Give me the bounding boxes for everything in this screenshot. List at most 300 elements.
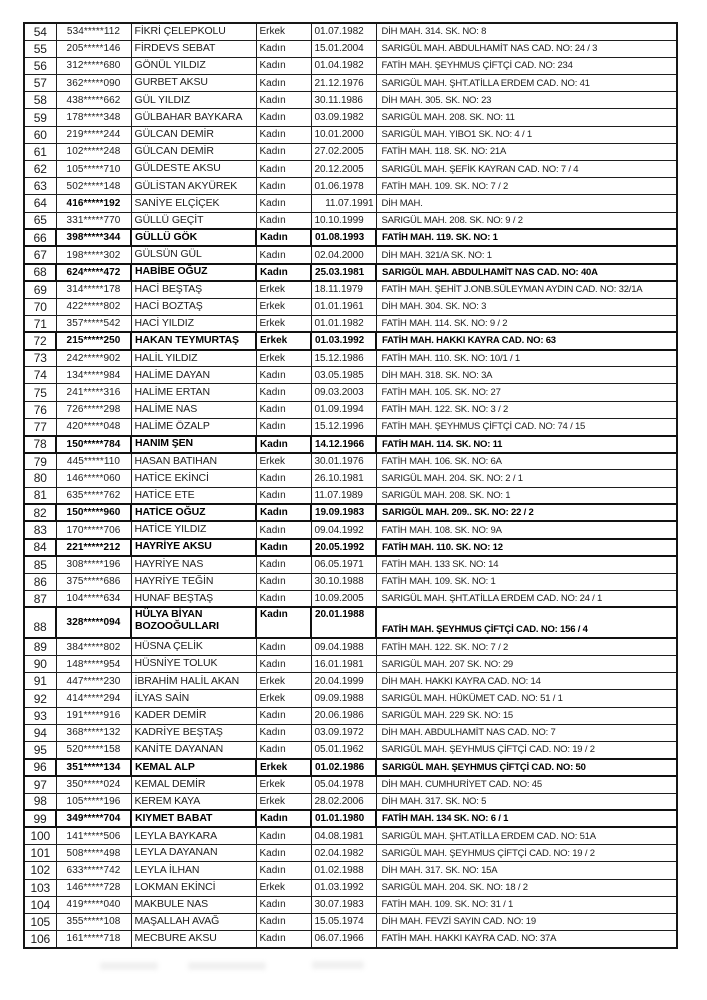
table-row bbox=[24, 57, 677, 74]
table-row bbox=[24, 40, 677, 57]
masked-id: 447*****230 bbox=[56, 673, 131, 690]
gender: Erkek bbox=[256, 690, 311, 707]
masked-id: 502*****148 bbox=[56, 178, 131, 195]
table-row bbox=[24, 879, 677, 896]
row-number: 69 bbox=[24, 281, 56, 298]
person-name: İBRAHİM HALİL AKAN bbox=[131, 673, 256, 690]
row-number: 74 bbox=[24, 367, 56, 384]
birth-date: 20.01.1988 bbox=[311, 607, 376, 638]
row-number: 75 bbox=[24, 384, 56, 401]
row-number: 60 bbox=[24, 126, 56, 143]
row-number: 89 bbox=[24, 638, 56, 655]
gender: Kadın bbox=[256, 57, 311, 74]
table-row bbox=[24, 246, 677, 263]
address: SARIGÜL MAH. 209.. SK. NO: 22 / 2 bbox=[376, 504, 677, 521]
table-row bbox=[24, 827, 677, 844]
masked-id: 146*****728 bbox=[56, 879, 131, 896]
address: SARIGÜL MAH. 204. SK. NO: 2 / 1 bbox=[376, 470, 677, 487]
row-number: 55 bbox=[24, 40, 56, 57]
birth-date: 30.01.1976 bbox=[311, 453, 376, 470]
masked-id: 312*****680 bbox=[56, 57, 131, 74]
gender: Erkek bbox=[256, 453, 311, 470]
masked-id: 357*****542 bbox=[56, 315, 131, 332]
table-row bbox=[24, 23, 677, 40]
gender: Kadın bbox=[256, 862, 311, 879]
gender: Kadın bbox=[256, 638, 311, 655]
person-name: HALİL YILDIZ bbox=[131, 350, 256, 367]
masked-id: 520*****158 bbox=[56, 742, 131, 759]
person-name: HALİME DAYAN bbox=[131, 367, 256, 384]
row-number: 80 bbox=[24, 470, 56, 487]
address: SARIGÜL MAH. HÜKÜMET CAD. NO: 51 / 1 bbox=[376, 690, 677, 707]
person-name: HABİBE OĞUZ bbox=[131, 264, 256, 281]
birth-date: 01.09.1994 bbox=[311, 401, 376, 418]
masked-id: 215*****250 bbox=[56, 332, 131, 349]
birth-date: 06.07.1966 bbox=[311, 931, 376, 948]
person-name: GÜLDESTE AKSU bbox=[131, 161, 256, 178]
gender: Kadın bbox=[256, 656, 311, 673]
birth-date: 30.11.1986 bbox=[311, 92, 376, 109]
row-number: 105 bbox=[24, 913, 56, 930]
gender: Erkek bbox=[256, 281, 311, 298]
row-number: 102 bbox=[24, 862, 56, 879]
address: DİH MAH. 317. SK. NO: 5 bbox=[376, 793, 677, 810]
scan-artifact bbox=[100, 962, 158, 970]
address: FATİH MAH. ŞEHİT J.ONB.SÜLEYMAN AYDIN CAD. NO: 32/1A bbox=[376, 281, 677, 298]
person-name: HÜSNİYE TOLUK bbox=[131, 656, 256, 673]
table-row bbox=[24, 759, 677, 776]
birth-date: 09.04.1992 bbox=[311, 521, 376, 538]
masked-id: 351*****134 bbox=[56, 759, 131, 776]
person-name: KEREM KAYA bbox=[131, 793, 256, 810]
masked-id: 150*****784 bbox=[56, 436, 131, 453]
table-row bbox=[24, 573, 677, 590]
birth-date: 06.05.1971 bbox=[311, 556, 376, 573]
gender: Kadın bbox=[256, 195, 311, 212]
person-name: FİKRİ ÇELEPKOLU bbox=[131, 23, 256, 40]
row-number: 84 bbox=[24, 539, 56, 556]
gender: Kadın bbox=[256, 504, 311, 521]
person-name: HALİME ÖZALP bbox=[131, 418, 256, 435]
gender: Kadın bbox=[256, 264, 311, 281]
address: DİH MAH. 321/A SK. NO: 1 bbox=[376, 246, 677, 263]
person-name: GURBET AKSU bbox=[131, 75, 256, 92]
row-number: 68 bbox=[24, 264, 56, 281]
gender: Erkek bbox=[256, 350, 311, 367]
birth-date: 01.02.1988 bbox=[311, 862, 376, 879]
birth-date: 10.09.2005 bbox=[311, 590, 376, 607]
birth-date: 14.12.1966 bbox=[311, 436, 376, 453]
person-name: LEYLA BAYKARA bbox=[131, 827, 256, 844]
masked-id: 178*****348 bbox=[56, 109, 131, 126]
masked-id: 148*****954 bbox=[56, 656, 131, 673]
gender: Kadın bbox=[256, 40, 311, 57]
address: SARIGÜL MAH. ŞHT.ATİLLA ERDEM CAD. NO: 51A bbox=[376, 827, 677, 844]
row-number: 62 bbox=[24, 161, 56, 178]
masked-id: 362*****090 bbox=[56, 75, 131, 92]
person-name: GÜLLÜ GEÇİT bbox=[131, 212, 256, 229]
birth-date: 19.09.1983 bbox=[311, 504, 376, 521]
row-number: 59 bbox=[24, 109, 56, 126]
gender: Kadın bbox=[256, 590, 311, 607]
address: FATİH MAH. 109. SK. NO: 31 / 1 bbox=[376, 896, 677, 913]
table-row bbox=[24, 810, 677, 827]
birth-date: 15.01.2004 bbox=[311, 40, 376, 57]
masked-id: 146*****060 bbox=[56, 470, 131, 487]
birth-date: 11.07.1989 bbox=[311, 487, 376, 504]
row-number: 97 bbox=[24, 776, 56, 793]
row-number: 94 bbox=[24, 724, 56, 741]
birth-date: 01.08.1993 bbox=[311, 229, 376, 246]
table-row bbox=[24, 845, 677, 862]
table-row bbox=[24, 453, 677, 470]
birth-date: 01.01.1982 bbox=[311, 315, 376, 332]
gender: Kadın bbox=[256, 126, 311, 143]
table-row bbox=[24, 418, 677, 435]
table-row bbox=[24, 264, 677, 281]
row-number: 85 bbox=[24, 556, 56, 573]
gender: Kadın bbox=[256, 827, 311, 844]
row-number: 61 bbox=[24, 143, 56, 160]
row-number: 66 bbox=[24, 229, 56, 246]
table-row bbox=[24, 673, 677, 690]
birth-date: 01.06.1978 bbox=[311, 178, 376, 195]
birth-date: 20.12.2005 bbox=[311, 161, 376, 178]
masked-id: 438*****662 bbox=[56, 92, 131, 109]
row-number: 104 bbox=[24, 896, 56, 913]
row-number: 95 bbox=[24, 742, 56, 759]
table-row bbox=[24, 742, 677, 759]
address: FATİH MAH. 108. SK. NO: 9A bbox=[376, 521, 677, 538]
row-number: 76 bbox=[24, 401, 56, 418]
person-name: GÜLBAHAR BAYKARA bbox=[131, 109, 256, 126]
masked-id: 349*****704 bbox=[56, 810, 131, 827]
address: DİH MAH. HAKKI KAYRA CAD. NO: 14 bbox=[376, 673, 677, 690]
gender: Kadın bbox=[256, 384, 311, 401]
gender: Kadın bbox=[256, 573, 311, 590]
row-number: 63 bbox=[24, 178, 56, 195]
masked-id: 368*****132 bbox=[56, 724, 131, 741]
person-name: LEYLA DAYANAN bbox=[131, 845, 256, 862]
birth-date: 20.06.1986 bbox=[311, 707, 376, 724]
table-row bbox=[24, 384, 677, 401]
person-name: KIYMET BABAT bbox=[131, 810, 256, 827]
masked-id: 414*****294 bbox=[56, 690, 131, 707]
address: SARIGÜL MAH. ŞHT.ATİLLA ERDEM CAD. NO: 24 / 1 bbox=[376, 590, 677, 607]
address: FATİH MAH. 105. SK. NO: 27 bbox=[376, 384, 677, 401]
birth-date: 01.03.1992 bbox=[311, 879, 376, 896]
address: FATİH MAH. 106. SK. NO: 6A bbox=[376, 453, 677, 470]
person-name: MAKBULE NAS bbox=[131, 896, 256, 913]
table-row bbox=[24, 913, 677, 930]
row-number: 83 bbox=[24, 521, 56, 538]
masked-id: 161*****718 bbox=[56, 931, 131, 948]
gender: Erkek bbox=[256, 673, 311, 690]
birth-date: 20.05.1992 bbox=[311, 539, 376, 556]
table-row bbox=[24, 776, 677, 793]
row-number: 71 bbox=[24, 315, 56, 332]
birth-date: 15.05.1974 bbox=[311, 913, 376, 930]
person-name: GÜLSÜN GÜL bbox=[131, 246, 256, 263]
row-number: 96 bbox=[24, 759, 56, 776]
table-row bbox=[24, 92, 677, 109]
row-number: 54 bbox=[24, 23, 56, 40]
table-row bbox=[24, 229, 677, 246]
row-number: 106 bbox=[24, 931, 56, 948]
birth-date: 01.07.1982 bbox=[311, 23, 376, 40]
gender: Kadın bbox=[256, 246, 311, 263]
masked-id: 105*****196 bbox=[56, 793, 131, 810]
masked-id: 170*****706 bbox=[56, 521, 131, 538]
row-number: 77 bbox=[24, 418, 56, 435]
address: DİH MAH. 317. SK. NO: 15A bbox=[376, 862, 677, 879]
gender: Erkek bbox=[256, 879, 311, 896]
birth-date: 03.09.1982 bbox=[311, 109, 376, 126]
table-row bbox=[24, 707, 677, 724]
row-number: 78 bbox=[24, 436, 56, 453]
address: SARIGÜL MAH. 229 SK. NO: 15 bbox=[376, 707, 677, 724]
gender: Erkek bbox=[256, 23, 311, 40]
row-number: 101 bbox=[24, 845, 56, 862]
scan-artifact bbox=[312, 961, 364, 969]
row-number: 92 bbox=[24, 690, 56, 707]
person-name: HÜLYA BİYAN BOZOOĞULLARI bbox=[131, 607, 256, 638]
birth-date: 03.05.1985 bbox=[311, 367, 376, 384]
masked-id: 445*****110 bbox=[56, 453, 131, 470]
birth-date: 18.11.1979 bbox=[311, 281, 376, 298]
gender: Kadın bbox=[256, 161, 311, 178]
table-row bbox=[24, 332, 677, 349]
person-name: LEYLA İLHAN bbox=[131, 862, 256, 879]
gender: Kadın bbox=[256, 401, 311, 418]
address: FATİH MAH. 114. SK. NO: 11 bbox=[376, 436, 677, 453]
person-name: GÜL YILDIZ bbox=[131, 92, 256, 109]
row-number: 57 bbox=[24, 75, 56, 92]
person-name: HALİME ERTAN bbox=[131, 384, 256, 401]
masked-id: 331*****770 bbox=[56, 212, 131, 229]
birth-date: 05.04.1978 bbox=[311, 776, 376, 793]
table-row bbox=[24, 724, 677, 741]
row-number: 91 bbox=[24, 673, 56, 690]
gender: Erkek bbox=[256, 759, 311, 776]
masked-id: 242*****902 bbox=[56, 350, 131, 367]
birth-date: 16.01.1981 bbox=[311, 656, 376, 673]
address: FATİH MAH. 119. SK. NO: 1 bbox=[376, 229, 677, 246]
address: DİH MAH. bbox=[376, 195, 677, 212]
person-name: HATİCE OĞUZ bbox=[131, 504, 256, 521]
row-number: 73 bbox=[24, 350, 56, 367]
masked-id: 635*****762 bbox=[56, 487, 131, 504]
address: FATİH MAH. 109. SK. NO: 1 bbox=[376, 573, 677, 590]
gender: Kadın bbox=[256, 75, 311, 92]
table-row bbox=[24, 298, 677, 315]
row-number: 81 bbox=[24, 487, 56, 504]
masked-id: 141*****506 bbox=[56, 827, 131, 844]
gender: Kadın bbox=[256, 178, 311, 195]
birth-date: 01.01.1980 bbox=[311, 810, 376, 827]
person-name: HUNAF BEŞTAŞ bbox=[131, 590, 256, 607]
person-name: KANİTE DAYANAN bbox=[131, 742, 256, 759]
person-name: HATİCE ETE bbox=[131, 487, 256, 504]
gender: Erkek bbox=[256, 315, 311, 332]
gender: Erkek bbox=[256, 776, 311, 793]
person-name: FİRDEVS SEBAT bbox=[131, 40, 256, 57]
person-name: GÖNÜL YILDIZ bbox=[131, 57, 256, 74]
gender: Kadın bbox=[256, 92, 311, 109]
table-row bbox=[24, 638, 677, 655]
address: FATİH MAH. 134 SK. NO: 6 / 1 bbox=[376, 810, 677, 827]
person-name: HALİME NAS bbox=[131, 401, 256, 418]
address: FATİH MAH. 118. SK. NO: 21A bbox=[376, 143, 677, 160]
gender: Kadın bbox=[256, 742, 311, 759]
birth-date: 09.03.2003 bbox=[311, 384, 376, 401]
person-name: HACİ BOZTAŞ bbox=[131, 298, 256, 315]
gender: Kadın bbox=[256, 724, 311, 741]
row-number: 65 bbox=[24, 212, 56, 229]
row-number: 70 bbox=[24, 298, 56, 315]
table-row bbox=[24, 143, 677, 160]
person-name: HAYRİYE NAS bbox=[131, 556, 256, 573]
birth-date: 01.03.1992 bbox=[311, 332, 376, 349]
masked-id: 328*****094 bbox=[56, 607, 131, 638]
row-number: 67 bbox=[24, 246, 56, 263]
person-name: HAYRİYE TEĞİN bbox=[131, 573, 256, 590]
birth-date: 20.04.1999 bbox=[311, 673, 376, 690]
address: DİH MAH. 314. SK. NO: 8 bbox=[376, 23, 677, 40]
table-row bbox=[24, 690, 677, 707]
person-name: GÜLLÜ GÖK bbox=[131, 229, 256, 246]
person-name: MAŞALLAH AVAĞ bbox=[131, 913, 256, 930]
row-number: 99 bbox=[24, 810, 56, 827]
address: FATİH MAH. 109. SK. NO: 7 / 2 bbox=[376, 178, 677, 195]
birth-date: 01.02.1986 bbox=[311, 759, 376, 776]
masked-id: 633*****742 bbox=[56, 862, 131, 879]
person-name: HAYRİYE AKSU bbox=[131, 539, 256, 556]
masked-id: 198*****302 bbox=[56, 246, 131, 263]
gender: Kadın bbox=[256, 845, 311, 862]
masked-id: 726*****298 bbox=[56, 401, 131, 418]
registry-table bbox=[23, 22, 678, 949]
address: SARIGÜL MAH. ŞEYHMUS ÇİFTÇİ CAD. NO: 50 bbox=[376, 759, 677, 776]
address: FATİH MAH. 133 SK. NO: 14 bbox=[376, 556, 677, 573]
row-number: 100 bbox=[24, 827, 56, 844]
row-number: 72 bbox=[24, 332, 56, 349]
person-name: LOKMAN EKİNCİ bbox=[131, 879, 256, 896]
masked-id: 534*****112 bbox=[56, 23, 131, 40]
address: FATİH MAH. ŞEYHMUS ÇİFTÇİ CAD. NO: 234 bbox=[376, 57, 677, 74]
birth-date: 30.10.1988 bbox=[311, 573, 376, 590]
birth-date: 04.08.1981 bbox=[311, 827, 376, 844]
person-name: MECBURE AKSU bbox=[131, 931, 256, 948]
address: FATİH MAH. HAKKI KAYRA CAD. NO: 37A bbox=[376, 931, 677, 948]
person-name: SANİYE ELÇİÇEK bbox=[131, 195, 256, 212]
address: DİH MAH. FEVZİ SAYIN CAD. NO: 19 bbox=[376, 913, 677, 930]
row-number: 87 bbox=[24, 590, 56, 607]
birth-date: 15.12.1986 bbox=[311, 350, 376, 367]
row-number: 88 bbox=[24, 607, 56, 638]
table-row bbox=[24, 195, 677, 212]
birth-date: 28.02.2006 bbox=[311, 793, 376, 810]
birth-date: 05.01.1962 bbox=[311, 742, 376, 759]
address: SARIGÜL MAH. ŞEFİK KAYRAN CAD. NO: 7 / 4 bbox=[376, 161, 677, 178]
masked-id: 420*****048 bbox=[56, 418, 131, 435]
table-row bbox=[24, 521, 677, 538]
address: FATİH MAH. 122. SK. NO: 7 / 2 bbox=[376, 638, 677, 655]
table-row bbox=[24, 126, 677, 143]
masked-id: 150*****960 bbox=[56, 504, 131, 521]
scan-artifact bbox=[188, 962, 266, 970]
masked-id: 422*****802 bbox=[56, 298, 131, 315]
gender: Kadın bbox=[256, 539, 311, 556]
row-number: 82 bbox=[24, 504, 56, 521]
masked-id: 104*****634 bbox=[56, 590, 131, 607]
row-number: 93 bbox=[24, 707, 56, 724]
address: FATİH MAH. 122. SK. NO: 3 / 2 bbox=[376, 401, 677, 418]
birth-date: 01.04.1982 bbox=[311, 57, 376, 74]
gender: Kadın bbox=[256, 212, 311, 229]
table-row bbox=[24, 436, 677, 453]
person-name: KEMAL ALP bbox=[131, 759, 256, 776]
gender: Kadın bbox=[256, 109, 311, 126]
table-row bbox=[24, 896, 677, 913]
birth-date: 09.04.1988 bbox=[311, 638, 376, 655]
table-row bbox=[24, 109, 677, 126]
person-name: GÜLCAN DEMİR bbox=[131, 126, 256, 143]
row-number: 98 bbox=[24, 793, 56, 810]
person-name: HANIM ŞEN bbox=[131, 436, 256, 453]
row-number: 64 bbox=[24, 195, 56, 212]
gender: Kadın bbox=[256, 931, 311, 948]
masked-id: 508*****498 bbox=[56, 845, 131, 862]
birth-date: 03.09.1972 bbox=[311, 724, 376, 741]
masked-id: 134*****984 bbox=[56, 367, 131, 384]
masked-id: 191*****916 bbox=[56, 707, 131, 724]
gender: Erkek bbox=[256, 793, 311, 810]
person-name: HACİ YILDIZ bbox=[131, 315, 256, 332]
masked-id: 419*****040 bbox=[56, 896, 131, 913]
gender: Kadın bbox=[256, 896, 311, 913]
address: SARIGÜL MAH. ŞHT.ATİLLA ERDEM CAD. NO: 41 bbox=[376, 75, 677, 92]
table-row bbox=[24, 504, 677, 521]
table-row bbox=[24, 401, 677, 418]
address: SARIGÜL MAH. 208. SK. NO: 11 bbox=[376, 109, 677, 126]
address: FATİH MAH. 114. SK. NO: 9 / 2 bbox=[376, 315, 677, 332]
table-row bbox=[24, 556, 677, 573]
birth-date: 26.10.1981 bbox=[311, 470, 376, 487]
birth-date: 02.04.1982 bbox=[311, 845, 376, 862]
table-row bbox=[24, 793, 677, 810]
address: SARIGÜL MAH. ŞEYHMUS ÇİFTÇİ CAD. NO: 19 / 2 bbox=[376, 845, 677, 862]
address: FATİH MAH. HAKKI KAYRA CAD. NO: 63 bbox=[376, 332, 677, 349]
address: FATİH MAH. 110. SK. NO: 12 bbox=[376, 539, 677, 556]
gender: Kadın bbox=[256, 707, 311, 724]
table-row bbox=[24, 367, 677, 384]
gender: Kadın bbox=[256, 521, 311, 538]
person-name: KADRİYE BEŞTAŞ bbox=[131, 724, 256, 741]
row-number: 86 bbox=[24, 573, 56, 590]
table-row bbox=[24, 161, 677, 178]
address: SARIGÜL MAH. ABDULHAMİT NAS CAD. NO: 24 / 3 bbox=[376, 40, 677, 57]
gender: Erkek bbox=[256, 298, 311, 315]
row-number: 58 bbox=[24, 92, 56, 109]
masked-id: 375*****686 bbox=[56, 573, 131, 590]
address: SARIGÜL MAH. YIBO1 SK. NO: 4 / 1 bbox=[376, 126, 677, 143]
person-name: KADER DEMİR bbox=[131, 707, 256, 724]
masked-id: 241*****316 bbox=[56, 384, 131, 401]
table-row bbox=[24, 470, 677, 487]
address: DİH MAH. ABDULHAMİT NAS CAD. NO: 7 bbox=[376, 724, 677, 741]
birth-date: 25.03.1981 bbox=[311, 264, 376, 281]
